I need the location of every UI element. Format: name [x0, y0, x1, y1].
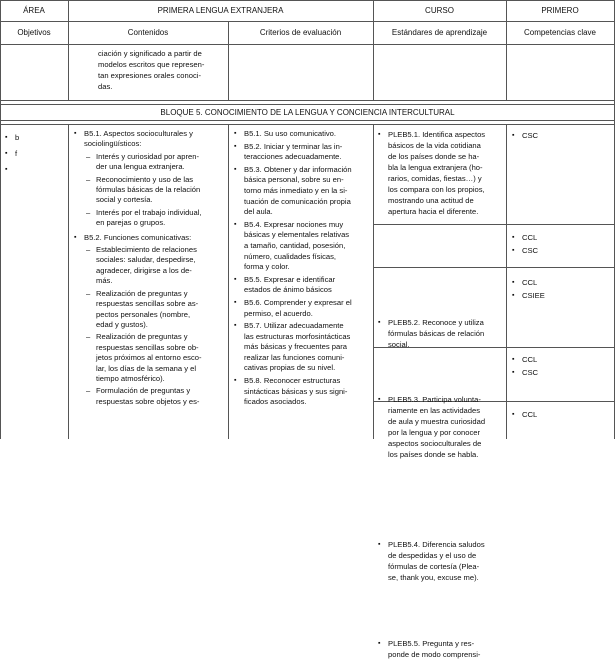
criterio-item: ▪ B5.7. Utilizar adecuadamente las estructuras morfosintácticas más básicas y frecuentes para realizar las funciones comuni- cativas propias de su nivel. — [234, 321, 371, 374]
criterio-item: ▪ B5.3. Obtener y dar información básica personal, sobre su en- torno más inmediato y en la si- tuación de comunicación propia del aula. — [234, 165, 371, 218]
competencia-item: ▪ CCL — [512, 408, 607, 421]
competencia-item: ▪ CSC — [512, 366, 607, 379]
grid-line — [0, 0, 1, 439]
carryover-contenidos: ciación y significado a partir de modelos escritos que represen- tan expresiones orales conoci- das. — [98, 49, 205, 91]
contenido-item: – Realización de preguntas y respuestas sencillas sobre as- pectos personales (nombre, edad y gustos). — [84, 289, 226, 331]
contenidos-list — [74, 129, 226, 407]
competencia-item: ▪ CCL — [512, 276, 607, 289]
col-estandares: Estándares de aprendizaje — [391, 28, 488, 37]
competencias-group — [512, 231, 607, 257]
contenido-item: – Interés y curiosidad por apren- der una lengua extranjera. — [84, 152, 226, 173]
grid-line — [0, 104, 615, 105]
criterio-item: ▪ B5.6. Comprender y expresar el permiso, el acuerdo. — [234, 298, 371, 319]
curso-label: CURSO — [425, 6, 454, 15]
grid-line — [0, 100, 615, 101]
grid-line — [0, 120, 615, 121]
estandar-item: ▪ PLEB5.3. Participa volunta- riamente en las actividades de aula y muestra curiosidad por la lengua y por conocer aspectos socioculturales de los países donde se habla. — [378, 394, 514, 460]
grid-line — [228, 124, 229, 439]
grid-line — [373, 224, 615, 225]
contenido-b52-title: ▪ B5.2. Funciones comunicativas: — [74, 233, 226, 243]
criterio-item: ▪ B5.1. Su uso comunicativo. — [234, 129, 371, 140]
objetivo-item: ▪ b — [5, 130, 65, 146]
col-objetivos: Objetivos — [17, 28, 51, 37]
grid-line — [0, 44, 615, 45]
grid-line — [373, 0, 374, 100]
criterios-list — [234, 129, 371, 408]
objetivos-list — [5, 130, 65, 162]
estandar-item: ▪ PLEB5.2. Reconoce y utiliza fórmulas básicas de relación social. — [378, 317, 514, 350]
competencias-group — [512, 353, 607, 379]
criterio-item: ▪ B5.8. Reconocer estructuras sintácticas básicas y sus signi- ficados asociados. — [234, 376, 371, 408]
col-contenidos: Contenidos — [127, 28, 169, 37]
estandar-item: ▪ PLEB5.1. Identifica aspectos básicos de la vida cotidiana de los países donde se ha- bla la lengua extranjera (ho- rarios, comidas, fiestas…) y los compara con los propios, mostrando una actitud de apertura hacia el diferente. — [378, 129, 514, 217]
area-label: ÁREA — [23, 6, 45, 15]
grid-line — [68, 0, 69, 100]
criterio-item: ▪ B5.2. Iniciar y terminar las in- teracciones adecuadamente. — [234, 142, 371, 163]
contenido-item: – Interés por el trabajo individual, en parejas o grupos. — [84, 208, 226, 229]
contenido-item: – Establecimiento de relaciones sociales: saludar, despedirse, agradecer, dirigirse a los de- más. — [84, 245, 226, 287]
block-title: BLOQUE 5. CONOCIMIENTO DE LA LENGUA Y CONCIENCIA INTERCULTURAL — [160, 108, 455, 117]
competencias-group — [512, 276, 607, 302]
estandar-item: ▪ PLEB5.5. Pregunta y res- ponde de modo comprensi- — [378, 638, 514, 660]
col-criterios: Criterios de evaluación — [259, 28, 342, 37]
competencia-item: ▪ CCL — [512, 231, 607, 244]
col-competencias: Competencias clave — [523, 28, 597, 37]
competencia-item: ▪ CCL — [512, 353, 607, 366]
grid-line — [0, 124, 615, 125]
grid-line — [373, 267, 615, 268]
area-value: PRIMERA LENGUA EXTRANJERA — [157, 6, 284, 15]
curso-value: PRIMERO — [541, 6, 579, 15]
grid-line — [506, 0, 507, 100]
criterio-item: ▪ B5.5. Expresar e identificar estados de ánimo básicos — [234, 275, 371, 296]
estandar-item: ▪ PLEB5.4. Diferencia saludos de despedidas y el uso de fórmulas de cortesía (Plea- se, thank you, excuse me). — [378, 539, 514, 583]
competencia-item: ▪ CSC — [512, 244, 607, 257]
objetivo-item: ▪ f — [5, 146, 65, 162]
grid-line — [0, 21, 615, 22]
competencias-group — [512, 129, 607, 142]
criterio-item: ▪ B5.4. Expresar nociones muy básicas y elementales relativas a tamaño, cantidad, posesión, número, cualidades físicas, forma y color. — [234, 220, 371, 273]
contenido-b51-title: ▪ B5.1. Aspectos socioculturales y sociolingüísticos: — [74, 129, 226, 150]
contenido-item: – Realización de preguntas y respuestas sencillas sobre ob- jetos próximos al entorno esco- lar, los días de la semana y el tiempo atmosférico). — [84, 332, 226, 384]
competencias-group — [512, 408, 607, 421]
contenido-item: – Formulación de preguntas y respuestas sobre objetos y es- — [84, 386, 226, 407]
contenido-item: – Reconocimiento y uso de las fórmulas básicas de la relación social y cortesía. — [84, 175, 226, 206]
grid-line — [68, 124, 69, 439]
competencia-item: ▪ CSIEE — [512, 289, 607, 302]
competencia-item: ▪ CSC — [512, 129, 607, 142]
grid-line — [0, 0, 615, 1]
grid-line — [373, 124, 374, 439]
